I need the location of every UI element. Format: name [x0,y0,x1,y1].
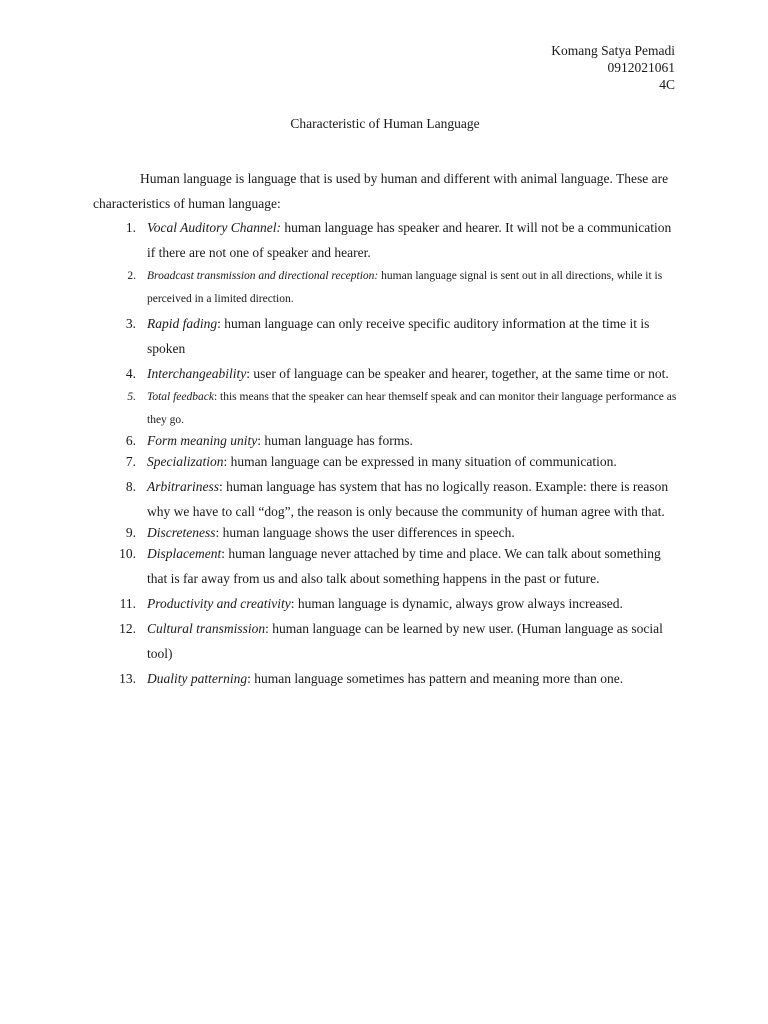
item-number: 2. [127,270,136,282]
document-title: Characteristic of Human Language [290,116,480,131]
item-term: Cultural transmission [147,621,266,636]
item-number: 11. [119,596,136,611]
item-text: : human language can only receive specific auditory information at the time it is spoken [147,316,650,356]
intro-paragraph [93,166,683,216]
item-text: : human language can be expressed in many situation of communication. [223,454,617,469]
item-term: Total feedback [147,391,214,403]
list-item [0,386,768,432]
item-term: Rapid fading [147,316,218,331]
list-item [0,524,768,541]
item-text: : human language can be learned by new user. (Human language as social tool) [147,621,663,661]
characteristics-list [0,215,768,691]
list-item [0,666,768,691]
intro-text: Human language is language that is used by human and different with animal language. These are characteristics of human language: [93,171,669,211]
list-item [0,449,768,474]
item-number: 5. [127,391,136,403]
item-number: 1. [125,220,136,235]
author-header [551,42,675,93]
author-name: Komang Satya Pemadi [551,43,675,58]
item-number: 12. [119,621,136,636]
list-item [0,265,768,311]
item-number: 4. [125,366,136,381]
list-item [0,361,768,386]
item-term: Discreteness [147,525,216,540]
list-item [0,432,768,449]
list-item [0,311,768,361]
item-text: : human language never attached by time and place. We can talk about something that is far away from us and also talk about something happens in the past or future. [147,546,661,586]
item-number: 8. [125,479,136,494]
item-term: Form meaning unity [147,433,258,448]
item-term: Displacement [147,546,222,561]
list-item [0,474,768,524]
item-text: human language signal is sent out in all directions, while it is perceived in a limited direction. [147,270,663,305]
list-item [0,215,768,265]
item-text: : human language sometimes has pattern and meaning more than one. [247,671,624,686]
item-term: Arbitrariness [147,479,220,494]
item-text: human language has speaker and hearer. It will not be a communication if there are not one of speaker and hearer. [147,220,672,260]
item-term: Productivity and creativity [147,596,291,611]
class-label: 4C [659,77,675,92]
item-text: : human language is dynamic, always grow always increased. [290,596,623,611]
list-item [0,616,768,666]
item-text: : human language has system that has no logically reason. Example: there is reason why we have to call “dog”, the reason is only because the community of human agree with that. [147,479,669,519]
list-item [0,541,768,591]
item-text: : human language shows the user differences in speech. [215,525,515,540]
item-term: Interchangeability [147,366,247,381]
item-term: Broadcast transmission and directional reception: [147,270,379,282]
item-number: 3. [125,316,136,331]
item-number: 7. [125,454,136,469]
item-term: Duality patterning [147,671,248,686]
item-number: 6. [125,433,136,448]
item-number: 13. [119,671,136,686]
item-text: : human language has forms. [257,433,413,448]
student-id: 0912021061 [607,60,675,75]
item-number: 9. [125,525,136,540]
item-number: 10. [119,546,136,561]
list-item [0,591,768,616]
item-term: Vocal Auditory Channel: [147,220,281,235]
item-term: Specialization [147,454,224,469]
item-text: : user of language can be speaker and hearer, together, at the same time or not. [246,366,669,381]
item-text: : this means that the speaker can hear themself speak and can monitor their language performance as they go. [147,391,677,426]
